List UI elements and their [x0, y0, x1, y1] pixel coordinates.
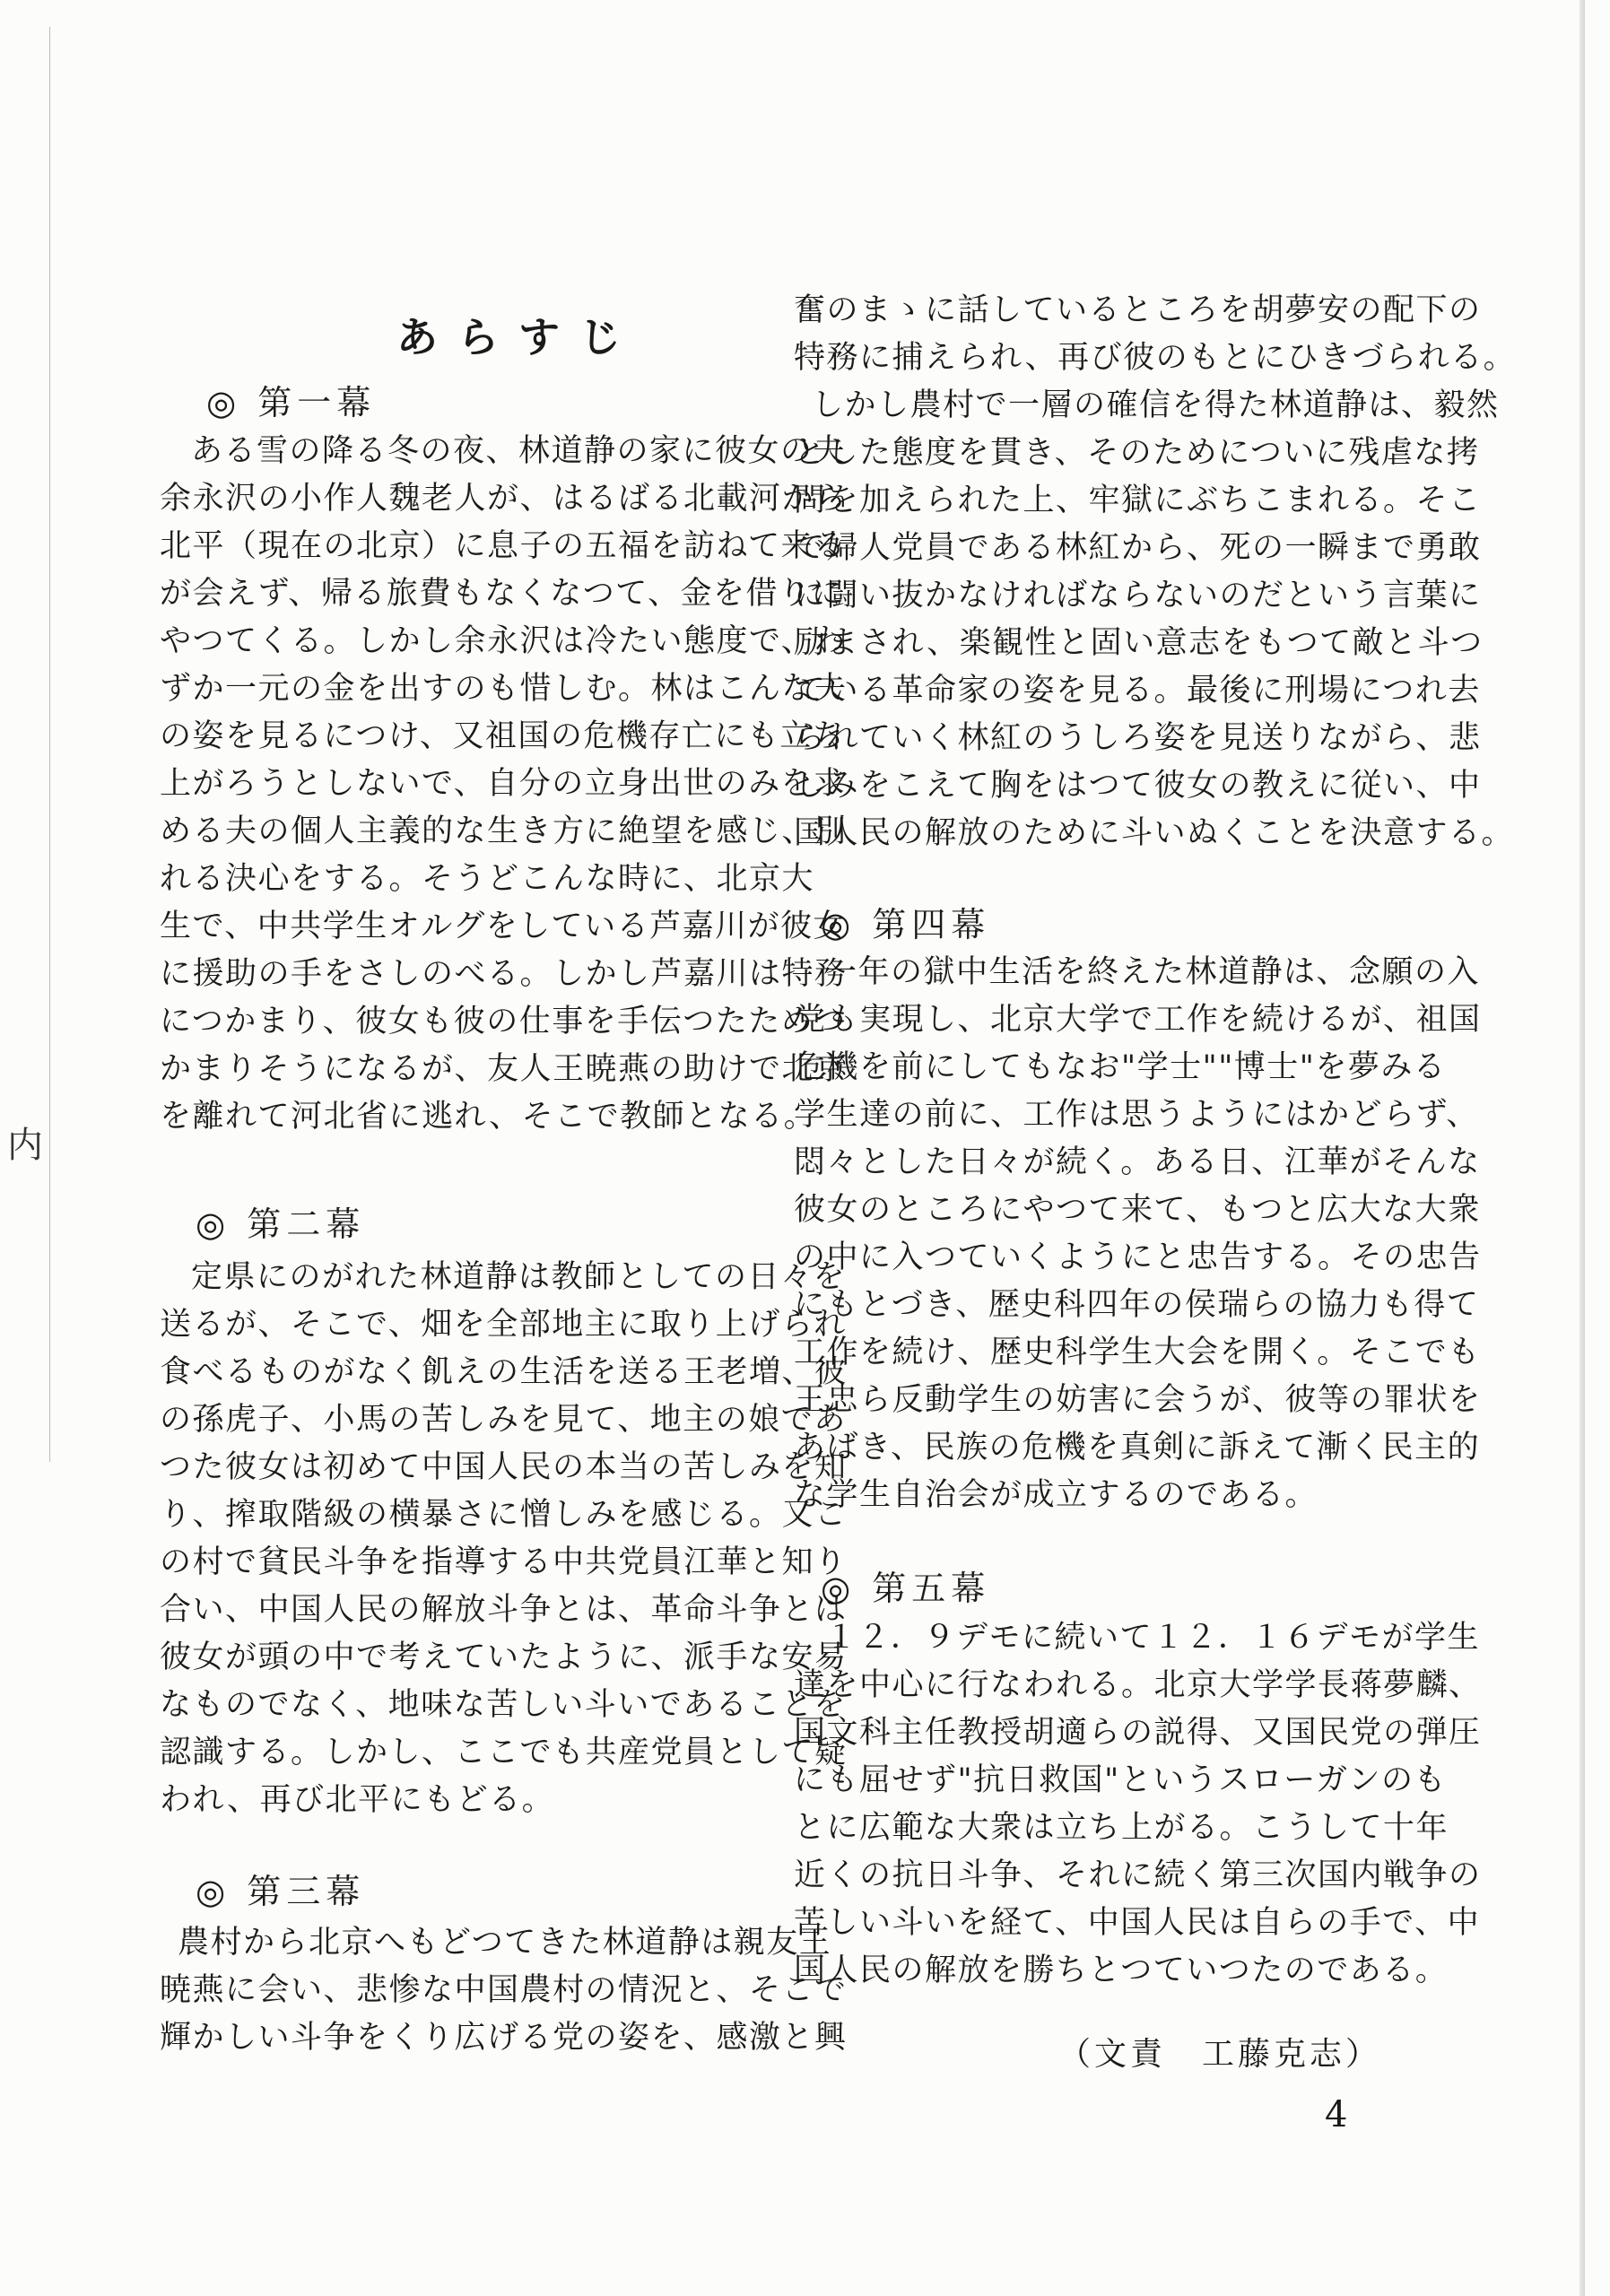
- text-line: にもとづき、歴史科四年の侯瑞らの協力も得て: [794, 1287, 1480, 1323]
- text-line: につかまり、彼女も彼の仕事を手伝つたためつ: [160, 1004, 847, 1039]
- text-line: 合い、中国人民の解放斗争とは、革命斗争とは: [160, 1592, 848, 1628]
- text-line: 彼女のところにやつて来て、もつと広大な大衆: [794, 1192, 1481, 1228]
- text-line: ずか一元の金を出すのも惜しむ。林はこんな夫: [160, 671, 848, 707]
- text-line: かまりそうになるが、友人王暁燕の助けで北京: [160, 1051, 848, 1087]
- text-line: 農村から北京へもどつてきた林道静は親友王: [178, 1925, 832, 1961]
- text-line: われ、再び北平にもどる。: [160, 1782, 555, 1818]
- text-line: が会えず、帰る旅費もなくなつて、金を借りに: [160, 576, 845, 612]
- text-line: 余永沢の小作人魏老人が、はるばる北載河から: [160, 481, 848, 517]
- text-line: 国人民の解放のために斗いぬくことを決意する。: [794, 815, 1515, 851]
- text-line: 国人民の解放を勝ちとつていつたのである。: [794, 1952, 1449, 1988]
- text-line: られていく林紅のうしろ姿を見送りながら、悲: [794, 720, 1482, 756]
- text-line: しみをこえて胸をはつて彼女の教えに従い、中: [794, 768, 1482, 804]
- text-line: ある雪の降る冬の夜、林道静の家に彼女の夫: [191, 433, 847, 469]
- page-number: 4: [1325, 2094, 1348, 2135]
- text-line: に闘い抜かなければならないのだという言葉に: [794, 578, 1482, 613]
- act4-heading: ◎ 第四幕: [821, 905, 991, 944]
- text-line: やつてくる。しかし余永沢は冷たい態度で、わ: [160, 623, 847, 659]
- text-line: 一年の獄中生活を終えた林道静は、念願の入: [825, 954, 1481, 990]
- text-line: 励まされ、楽観性と固い意志をもつて敵と斗つ: [794, 625, 1484, 661]
- text-line: 近くの抗日斗争、それに続く第三次国内戦争の: [794, 1857, 1482, 1893]
- text-line: 輝かしい斗争をくり広げる党の姿を、感激と興: [160, 2020, 848, 2056]
- page-scan-edge-line: [49, 27, 50, 1462]
- act2-body: [160, 1254, 848, 1824]
- text-line: り、搾取階級の横暴さに憎しみを感じる。又こ: [160, 1497, 848, 1533]
- author-credit: （文責 工藤克志）: [1057, 2036, 1381, 2073]
- text-line: ている革命家の姿を見る。最後に刑場につれ去: [794, 673, 1481, 709]
- text-line: 生で、中共学生オルグをしている芦嘉川が彼女: [160, 909, 847, 944]
- text-line: な学生自治会が成立するのである。: [794, 1477, 1318, 1513]
- text-line: の村で貧民斗争を指導する中共党員江華と知り: [160, 1544, 848, 1580]
- text-line: に援助の手をさしのべる。しかし芦嘉川は特務: [160, 956, 848, 992]
- text-line: 認識する。しかし、ここでも共産党員として疑: [160, 1735, 848, 1770]
- act4-body: [794, 949, 1482, 1519]
- text-line: で婦人党員である林紅から、死の一瞬まで勇敢: [794, 530, 1482, 566]
- text-line: 暁燕に会い、悲惨な中国農村の情況と、そこで: [160, 1972, 848, 2008]
- text-line: １２．９デモに続いて１２．１６デモが学生: [825, 1620, 1481, 1656]
- text-line: 奮のまゝに話しているところを胡夢安の配下の: [794, 292, 1482, 328]
- text-line: 上がろうとしないで、自分の立身出世のみを求: [160, 766, 847, 802]
- text-line: とに広範な大衆は立ち上がる。こうして十年: [794, 1810, 1449, 1846]
- text-line: 学生達の前に、工作は思うようにはかどらず、: [794, 1097, 1479, 1133]
- text-line: なものでなく、地味な苦しい斗いであることを: [160, 1687, 847, 1723]
- text-line: 国文科主任教授胡適らの説得、又国民党の弾圧: [794, 1715, 1482, 1751]
- text-line: しかし農村で一層の確信を得た林道静は、毅然: [812, 387, 1500, 423]
- text-line: を離れて河北省に逃れ、そこで教師となる。: [160, 1099, 817, 1135]
- text-line: の中に入つていくようにと忠告する。その忠告: [794, 1239, 1482, 1275]
- page-title: あらすじ: [396, 313, 640, 361]
- text-line: 送るが、そこで、畑を全部地主に取り上げられ: [160, 1307, 847, 1343]
- text-line: にも屈せず"抗日救国"というスローガンのも: [794, 1762, 1447, 1798]
- text-line: 特務に捕えられ、再び彼のもとにひきづられる。: [794, 340, 1517, 376]
- act5-heading: ◎ 第五幕: [821, 1569, 991, 1608]
- text-line: 党も実現し、北京大学で工作を続けるが、祖国: [794, 1002, 1482, 1038]
- text-line: 王忠ら反動学生の妨害に会うが、彼等の罪状を: [794, 1382, 1482, 1418]
- act1-heading: ◎ 第一幕: [206, 383, 377, 422]
- act3-body-left: [160, 1919, 848, 2062]
- text-line: 彼女が頭の中で考えていたように、派手な安易: [160, 1639, 848, 1675]
- text-line: あばき、民族の危機を真剣に訴えて漸く民主的: [794, 1430, 1481, 1465]
- text-line: 苦しい斗いを経て、中国人民は自らの手で、中: [794, 1905, 1481, 1941]
- text-line: める夫の個人主義的な生き方に絶望を感じ、別: [160, 813, 848, 849]
- text-line: つた彼女は初めて中国人民の本当の苦しみを知: [160, 1449, 848, 1485]
- text-line: 工作を続け、歴史科学生大会を開く。そこでも: [794, 1335, 1481, 1370]
- act5-body: [794, 1614, 1482, 1995]
- text-line: 食べるものがなく飢えの生活を送る王老増、彼: [160, 1354, 848, 1390]
- act3-heading: ◎ 第三幕: [196, 1872, 366, 1911]
- text-line: とした態度を貫き、そのためについに残虐な拷: [794, 435, 1480, 471]
- text-line: の孫虎子、小馬の苦しみを見て、地主の娘であ: [160, 1402, 847, 1438]
- text-line: 危機を前にしてもなお"学士""博士"を夢みる: [794, 1049, 1447, 1085]
- text-line: 達を中心に行なわれる。北京大学学長蒋夢麟、: [794, 1667, 1482, 1703]
- text-line: 定県にのがれた林道静は教師としての日々を: [191, 1259, 847, 1295]
- page-scan-edge-shadow: [1580, 0, 1585, 2296]
- text-line: れる決心をする。そうどこんな時に、北京大: [160, 861, 815, 897]
- text-line: 悶々とした日々が続く。ある日、江華がそんな: [794, 1144, 1481, 1180]
- act1-body: [160, 428, 848, 1141]
- text-line: 問を加えられた上、牢獄にぶちこまれる。そこ: [794, 483, 1482, 518]
- act3-body-right: [794, 287, 1517, 857]
- act2-heading: ◎ 第二幕: [196, 1205, 366, 1244]
- text-line: の姿を見るにつけ、又祖国の危機存亡にも立ち: [160, 718, 846, 754]
- text-line: 北平（現在の北京）に息子の五福を訪ねて来る: [160, 528, 847, 564]
- margin-note: 内: [7, 1125, 43, 1166]
